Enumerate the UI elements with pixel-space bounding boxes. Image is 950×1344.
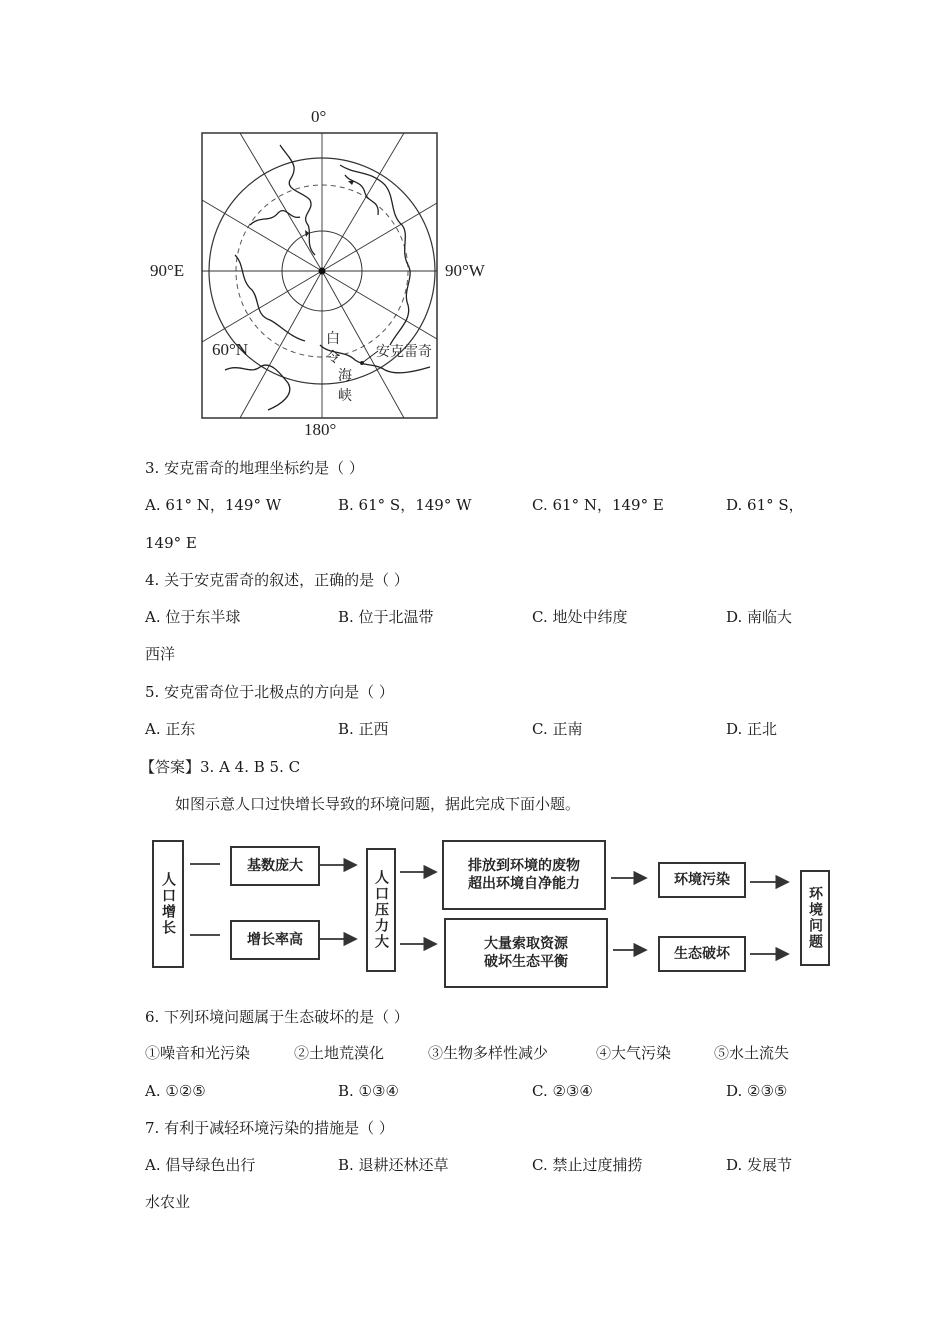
q5-option-a: A. 正东 bbox=[145, 720, 196, 738]
q4-option-a: A. 位于东半球 bbox=[145, 608, 241, 626]
q6-item-1: ①噪音和光污染 bbox=[145, 1044, 251, 1062]
q6-option-d: D. ②③⑤ bbox=[726, 1082, 788, 1100]
q6-item-5: ⑤水土流失 bbox=[714, 1044, 790, 1062]
answer-line: 【答案】3. A 4. B 5. C bbox=[140, 758, 301, 776]
flow-box-waste-exceeds: 排放到环境的废物 超出环境自净能力 bbox=[442, 840, 606, 910]
q7-stem: 7. 有利于减轻环境污染的措施是（ ） bbox=[145, 1119, 394, 1137]
q6-item-2: ②土地荒漠化 bbox=[294, 1044, 385, 1062]
flow-box-large-base: 基数庞大 bbox=[230, 846, 320, 886]
population-flowchart bbox=[148, 832, 838, 992]
q6-stem: 6. 下列环境问题属于生态破坏的是（ ） bbox=[145, 1008, 409, 1026]
q6-item-4: ④大气污染 bbox=[596, 1044, 672, 1062]
map-label-60n: 60°N bbox=[212, 340, 249, 359]
map-label-180deg: 180° bbox=[304, 420, 337, 439]
flow-box-environmental-problems: 环境问题 bbox=[800, 870, 830, 966]
map-label-bering-4: 峡 bbox=[338, 388, 352, 404]
q6-option-c: C. ②③④ bbox=[532, 1082, 593, 1100]
map-label-bering-3: 海 bbox=[338, 368, 352, 384]
q3-stem: 3. 安克雷奇的地理坐标约是（ ） bbox=[145, 459, 364, 477]
q7-option-d: D. 发展节 bbox=[726, 1156, 793, 1174]
q6-option-a: A. ①②⑤ bbox=[145, 1082, 206, 1100]
q5-stem: 5. 安克雷奇位于北极点的方向是（ ） bbox=[145, 683, 394, 701]
map-label-90e: 90°E bbox=[150, 261, 185, 280]
q7-option-d-cont: 水农业 bbox=[145, 1193, 191, 1211]
flow-box-population-pressure: 人口压力大 bbox=[366, 848, 396, 972]
q5-option-d: D. 正北 bbox=[726, 720, 778, 738]
map-label-90w: 90°W bbox=[445, 261, 485, 280]
q3-option-b: B. 61° S，149° W bbox=[338, 496, 472, 514]
q4-option-d-cont: 西洋 bbox=[145, 645, 176, 663]
q4-option-c: C. 地处中纬度 bbox=[532, 608, 628, 626]
q7-option-a: A. 倡导绿色出行 bbox=[145, 1156, 256, 1174]
north-pole-dot bbox=[319, 268, 326, 275]
coastlines bbox=[225, 145, 430, 410]
q6-item-3: ③生物多样性减少 bbox=[428, 1044, 549, 1062]
q4-option-b: B. 位于北温带 bbox=[338, 608, 434, 626]
flow-box-ecological-damage: 生态破坏 bbox=[658, 936, 746, 972]
q3-option-c: C. 61° N，149° E bbox=[532, 496, 664, 514]
q3-option-d: D. 61° S， bbox=[726, 496, 804, 514]
map-label-bering-2: 令 bbox=[326, 350, 340, 366]
flow-box-high-growth-rate: 增长率高 bbox=[230, 920, 320, 960]
q5-option-c: C. 正南 bbox=[532, 720, 583, 738]
q5-option-b: B. 正西 bbox=[338, 720, 389, 738]
map-label-anchorage: 安克雷奇 bbox=[376, 344, 432, 360]
map-label-0deg: 0° bbox=[311, 107, 327, 126]
polar-map-figure bbox=[140, 105, 510, 445]
flow-box-environmental-pollution: 环境污染 bbox=[658, 862, 746, 898]
q6-option-b: B. ①③④ bbox=[338, 1082, 399, 1100]
q7-option-b: B. 退耕还林还草 bbox=[338, 1156, 449, 1174]
q3-option-a: A. 61° N，149° W bbox=[145, 496, 282, 514]
q7-option-c: C. 禁止过度捕捞 bbox=[532, 1156, 643, 1174]
q4-stem: 4. 关于安克雷奇的叙述，正确的是（ ） bbox=[145, 571, 409, 589]
map-label-bering-1: 白 bbox=[326, 331, 340, 347]
q4-option-d: D. 南临大 bbox=[726, 608, 793, 626]
anchorage-dot bbox=[360, 361, 364, 365]
meridian-lines bbox=[202, 133, 437, 418]
flow-box-population-growth: 人口增长 bbox=[152, 840, 184, 968]
flow-box-resource-extraction: 大量索取资源 破坏生态平衡 bbox=[444, 918, 608, 988]
flow-intro: 如图示意人口过快增长导致的环境问题，据此完成下面小题。 bbox=[175, 795, 581, 813]
q3-option-d-cont: 149° E bbox=[145, 534, 197, 552]
